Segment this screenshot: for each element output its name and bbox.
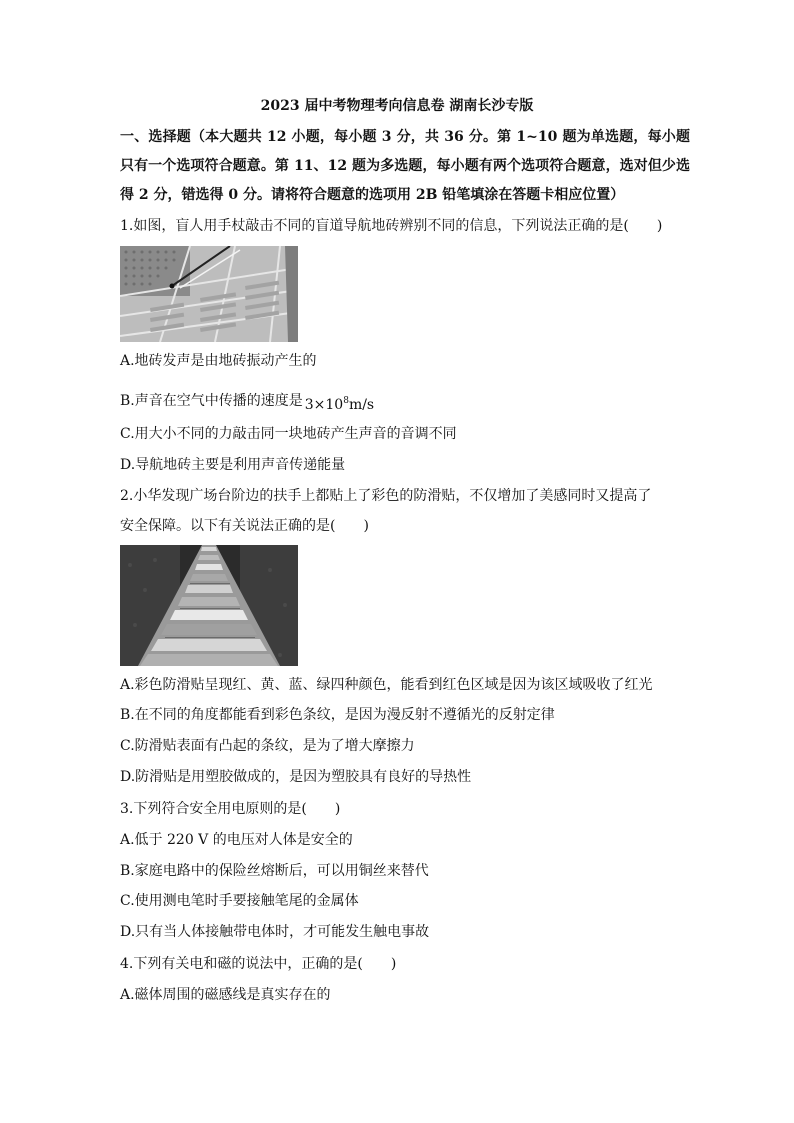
formula-unit: m/s	[348, 397, 375, 413]
question-2-option-d: D.防滑贴是用塑胶做成的，是因为塑胶具有良好的导热性	[120, 769, 472, 785]
question-3-stem: 3.下列符合安全用电原则的是( )	[120, 801, 341, 817]
question-1-stem: 1.如图，盲人用手杖敲击不同的盲道导航地砖辨别不同的信息，下列说法正确的是( )	[120, 218, 663, 234]
question-3-option-a: A.低于 220 V 的电压对人体是安全的	[120, 832, 353, 848]
question-1-option-c: C.用大小不同的力敲击同一块地砖产生声音的音调不同	[120, 426, 457, 442]
question-2-stem-line-2: 安全保障。以下有关说法正确的是( )	[120, 518, 369, 534]
formula-exponent: 8	[343, 396, 349, 406]
question-1-figure-blind-path-tiles	[120, 246, 298, 342]
question-2-option-c: C.防滑贴表面有凸起的条纹，是为了增大摩擦力	[120, 738, 415, 754]
question-1-option-a: A.地砖发声是由地砖振动产生的	[120, 353, 317, 369]
speed-formula	[305, 397, 374, 413]
page-title: 2023 届中考物理考向信息卷 湖南长沙专版	[260, 98, 534, 114]
question-3-option-d: D.只有当人体接触带电体时，才可能发生触电事故	[120, 924, 430, 940]
question-1-option-b-text: B.声音在空气中传播的速度是	[120, 393, 303, 409]
question-4-option-a: A.磁体周围的磁感线是真实存在的	[120, 987, 331, 1003]
question-2-option-a: A.彩色防滑贴呈现红、黄、蓝、绿四种颜色，能看到红色区域是因为该区域吸收了红光	[120, 677, 653, 693]
question-4-stem: 4.下列有关电和磁的说法中，正确的是( )	[120, 956, 397, 972]
section-instructions: 一、选择题（本大题共 12 小题，每小题 3 分，共 36 分。第 1~10 题为单选题，每小题只有一个选项符合题意。第 11、12 题为多选题，每小题有两个选项符合题意，选对但少选得 2 分，错选得 0 分。请将符合题意的选项用 2B 铅笔填涂在答题卡相应位置）	[120, 129, 690, 203]
question-2-stem-line-1: 2.小华发现广场台阶边的扶手上都贴上了彩色的防滑贴，不仅增加了美感同时又提高了	[120, 488, 652, 504]
question-2-figure-antislip-stripes	[120, 545, 298, 666]
question-3-option-b: B.家庭电路中的保险丝熔断后，可以用铜丝来替代	[120, 863, 429, 879]
formula-base: 3×10	[304, 397, 344, 413]
question-3-option-c: C.使用测电笔时手要接触笔尾的金属体	[120, 893, 359, 909]
question-2-option-b: B.在不同的角度都能看到彩色条纹，是因为漫反射不遵循光的反射定律	[120, 707, 555, 723]
question-1-option-d: D.导航地砖主要是利用声音传递能量	[120, 457, 346, 473]
question-1-option-b	[120, 387, 374, 411]
